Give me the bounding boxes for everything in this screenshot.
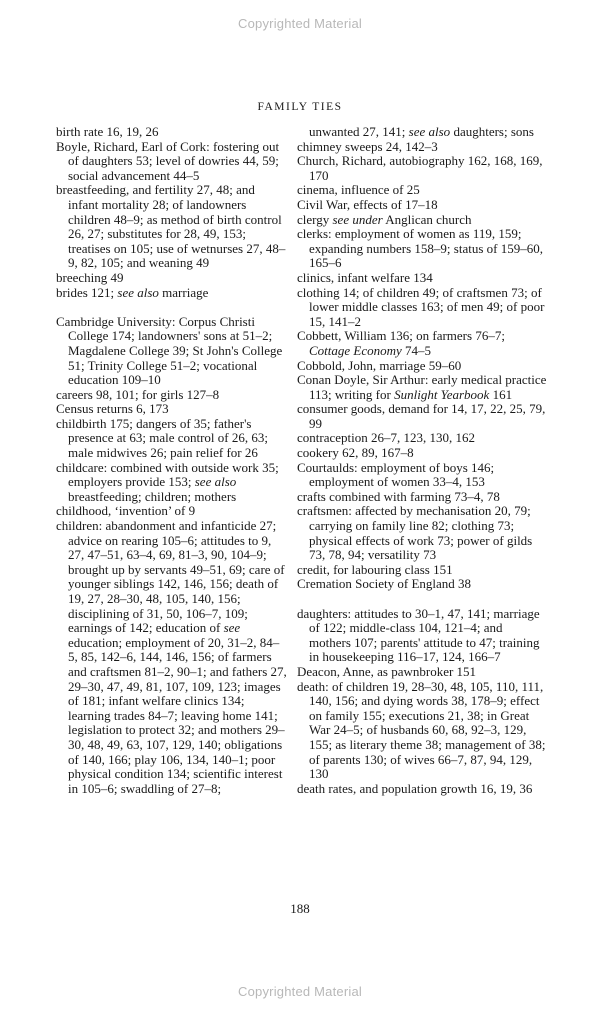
index-entry: children: abandonment and infanticide 27; advice on rearing 105–6; attitudes to 9, 27, 47–51, 63–4, 69, 81–3, 90, 104–9; brought up by servants 49–51, 69; care of younger siblings 142, 146, 156; death of 19, 27, 28–30, 48, 105, 140, 156; disciplining of 31, 50, 106–7, 109; earnings of 142; education of see education; employment of 20, 31–2, 84–5, 85, 142–6, 144, 146, 156; of farmers and craftsmen 81–2, 90–1; and fathers 27, 29–30, 47, 49, 81, 107, 109, 123; images of 181; infant welfare clinics 134; learning trades 84–7; leaving home 141; legislation to protect 32; and mothers 29–30, 48, 49, 63, 107, 129, 140; obligations of 140, 166; play 106, 134, 140–1; poor physical condition 134; scientific interest in 105–6; swaddling of 27–8;: [56, 518, 287, 796]
index-entry: Courtaulds: employment of boys 146; employment of women 33–4, 153: [297, 459, 495, 490]
index-entry: consumer goods, demand for 14, 17, 22, 25, 79, 99: [297, 401, 546, 431]
index-entry: Civil War, effects of 17–18: [297, 196, 438, 212]
index-entry: breastfeeding, and fertility 27, 48; and infant mortality 28; of landowners children 48–9; as method of birth control 26, 27; substitutes for 28, 49, 153; treatises on 105; use of wetnurses 27, 48–9, 82, 105; and weaning 49: [56, 182, 286, 271]
index-entry: credit, for labouring class 151: [297, 561, 453, 577]
index-entry: crafts combined with farming 73–4, 78: [297, 488, 500, 504]
index-entry: contraception 26–7, 123, 130, 162: [297, 430, 475, 446]
index-entry: clinics, infant welfare 134: [297, 269, 433, 285]
index-entry: Conan Doyle, Sir Arthur: early medical practice 113; writing for Sunlight Yearbook 161: [297, 372, 547, 402]
index-entry: cinema, influence of 25: [297, 182, 420, 198]
index-entry: clothing 14; of children 49; of craftsmen 73; of lower middle classes 163; of men 49; of poor 15, 141–2: [297, 284, 545, 329]
index-entry: cookery 62, 89, 167–8: [297, 445, 414, 461]
watermark-bottom: Copyrighted Material: [238, 984, 362, 999]
index-column-right: [297, 125, 547, 796]
index-entry: childbirth 175; dangers of 35; father's presence at 63; male control of 26, 63; male midwives 26; pain relief for 26: [56, 415, 268, 461]
index-entry: death rates, and population growth 16, 19, 36: [297, 780, 533, 796]
index-entry: Cambridge University: Corpus Christi College 174; landowners' sons at 51–2; Magdalene College 39; St John's College 51; Trinity College 51–2; vocational education 109–10: [56, 313, 283, 388]
watermark-top: Copyrighted Material: [238, 16, 362, 31]
index-entry: Census returns 6, 173: [56, 401, 169, 417]
index-entry: chimney sweeps 24, 142–3: [297, 138, 438, 154]
running-head: FAMILY TIES: [257, 101, 343, 113]
index-entry: Cobbett, William 136; on farmers 76–7; Cottage Economy 74–5: [297, 328, 505, 358]
index-entry: Church, Richard, autobiography 162, 168, 169, 170: [297, 153, 543, 183]
index-column-left: [56, 125, 288, 796]
index-entry: brides 121; see also marriage: [56, 284, 209, 300]
index-entry: Deacon, Anne, as pawnbroker 151: [297, 663, 477, 679]
index-entry: breeching 49: [56, 269, 124, 285]
index-entry: Cobbold, John, marriage 59–60: [297, 357, 462, 373]
index-entry: clerks: employment of women as 119, 159; expanding numbers 158–9; status of 159–60, 165–6: [297, 226, 543, 271]
index-entry: unwanted 27, 141; see also daughters; sons: [309, 124, 534, 139]
index-entry: birth rate 16, 19, 26: [56, 124, 159, 139]
index-entry: Boyle, Richard, Earl of Cork: fostering out of daughters 53; level of dowries 44, 59; social advancement 44–5: [56, 138, 280, 183]
index-entry: Cremation Society of England 38: [297, 576, 472, 592]
page-number: 188: [290, 901, 310, 916]
index-entry: childhood, ‘invention’ of 9: [56, 503, 196, 519]
index-entry: craftsmen: affected by mechanisation 20, 79; carrying on family line 82; clothing 73; physical effects of work 73; power of gilds 73, 78, 94; versatility 73: [297, 503, 533, 563]
index-entry: clergy see under Anglican church: [297, 211, 472, 227]
index-entry: childcare: combined with outside work 35; employers provide 153; see also breastfeeding; children; mothers: [56, 459, 279, 504]
index-entry: daughters: attitudes to 30–1, 47, 141; marriage of 122; middle-class 104, 121–4; and mothers 107; parents' attitude to 47; training in housekeeping 116–17, 124, 166–7: [297, 605, 540, 665]
index-entry: death: of children 19, 28–30, 48, 105, 110, 111, 140, 156; and dying words 38, 178–9; effect on family 155; executions 21, 38; in Great War 24–5; of husbands 60, 68, 92–3, 129, 155; as literary theme 38; management of 38; of parents 130; of wives 66–7, 87, 94, 129, 130: [297, 678, 546, 782]
index-entry: careers 98, 101; for girls 127–8: [56, 386, 220, 402]
